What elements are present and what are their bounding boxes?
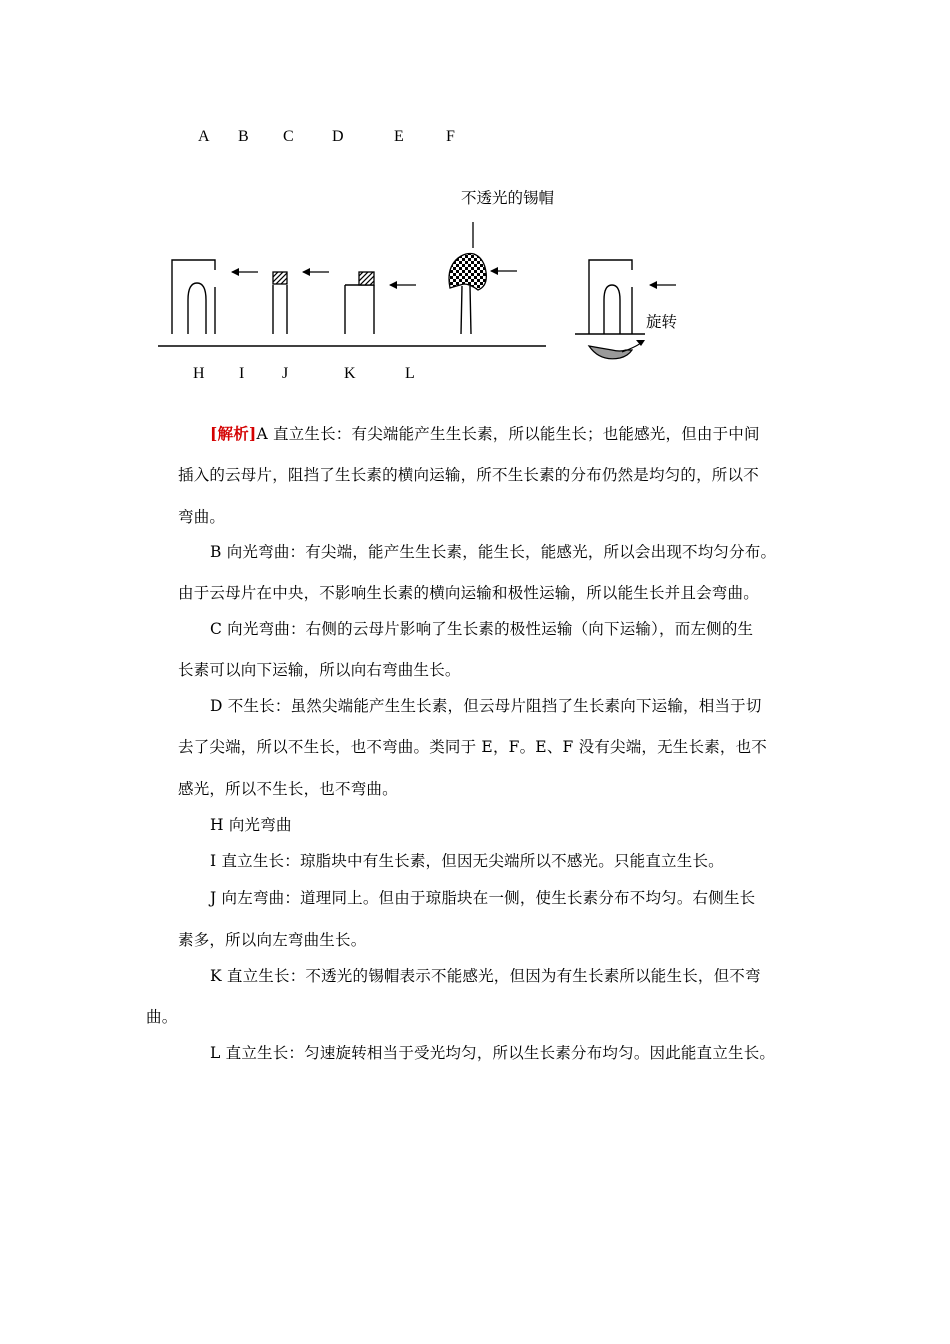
label-b: B (238, 128, 249, 145)
label-e: E (394, 128, 404, 145)
analysis-line-1 (210, 426, 760, 443)
analysis-line-10: 感光，所以不生长，也不弯曲。 (178, 780, 398, 798)
analysis-tag: [解析] (210, 424, 257, 443)
label-f: F (446, 128, 455, 145)
arrow-h (231, 268, 258, 276)
analysis-line-2: 插入的云母片，阻挡了生长素的横向运输，所不生长素的分布仍然是均匀的，所以不 (178, 466, 759, 484)
specimen-l (449, 222, 486, 334)
label-h: H (193, 365, 205, 382)
analysis-line-5: 由于云母片在中央，不影响生长素的横向运输和极性运输，所以能生长并且会弯曲。 (178, 584, 759, 602)
rotate-label: 旋转 (646, 313, 678, 331)
specimen-j (273, 272, 287, 334)
analysis-line-16: 曲。 (146, 1008, 178, 1026)
analysis-line-8: D 不生长：虽然尖端能产生生长素，但云母片阻挡了生长素向下运输，相当于切 (210, 697, 762, 715)
arrow-l (490, 267, 517, 275)
label-a: A (198, 128, 210, 145)
analysis-line-6: C 向光弯曲：右侧的云母片影响了生长素的极性运输（向下运输），而左侧的生 (210, 620, 754, 638)
label-j: J (282, 365, 289, 382)
arrow-rotate (649, 281, 676, 289)
analysis-line-4: B 向光弯曲：有尖端，能产生生长素，能生长，能感光，所以会出现不均匀分布。 (210, 543, 777, 561)
label-d: D (332, 128, 344, 145)
label-i: I (239, 365, 245, 382)
analysis-line-9: 去了尖端，所以不生长，也不弯曲。类同于 E，F。E、F 没有尖端，无生长素，也不 (178, 738, 767, 756)
analysis-line-14: 素多，所以向左弯曲生长。 (178, 931, 367, 949)
analysis-line-text: A 直立生长：有尖端能产生生长素，所以能生长；也能感光，但由于中间 (256, 425, 760, 443)
arrow-j (302, 268, 329, 276)
analysis-line-3: 弯曲。 (178, 508, 226, 526)
label-k: K (344, 365, 356, 382)
analysis-line-11: H 向光弯曲 (210, 816, 292, 834)
analysis-line-7: 长素可以向下运输，所以向右弯曲生长。 (178, 661, 461, 679)
specimen-h (172, 260, 215, 334)
analysis-line-17: L 直立生长：匀速旋转相当于受光均匀，所以生长素分布均匀。因此能直立生长。 (210, 1044, 776, 1062)
analysis-line-12: I 直立生长：琼脂块中有生长素，但因无尖端所以不感光。只能直立生长。 (210, 852, 724, 870)
experiment-figure (0, 0, 950, 400)
arrow-k (389, 281, 416, 289)
label-l: L (405, 365, 415, 382)
specimen-k (345, 272, 374, 334)
label-c: C (283, 128, 294, 145)
rotating-setup (575, 260, 645, 359)
analysis-line-13: J 向左弯曲：道理同上。但由于琼脂块在一侧，使生长素分布不均匀。右侧生长 (210, 889, 756, 907)
analysis-line-15: K 直立生长：不透光的锡帽表示不能感光，但因为有生长素所以能生长，但不弯 (210, 967, 761, 985)
foil-cap-label: 不透光的锡帽 (461, 189, 555, 207)
